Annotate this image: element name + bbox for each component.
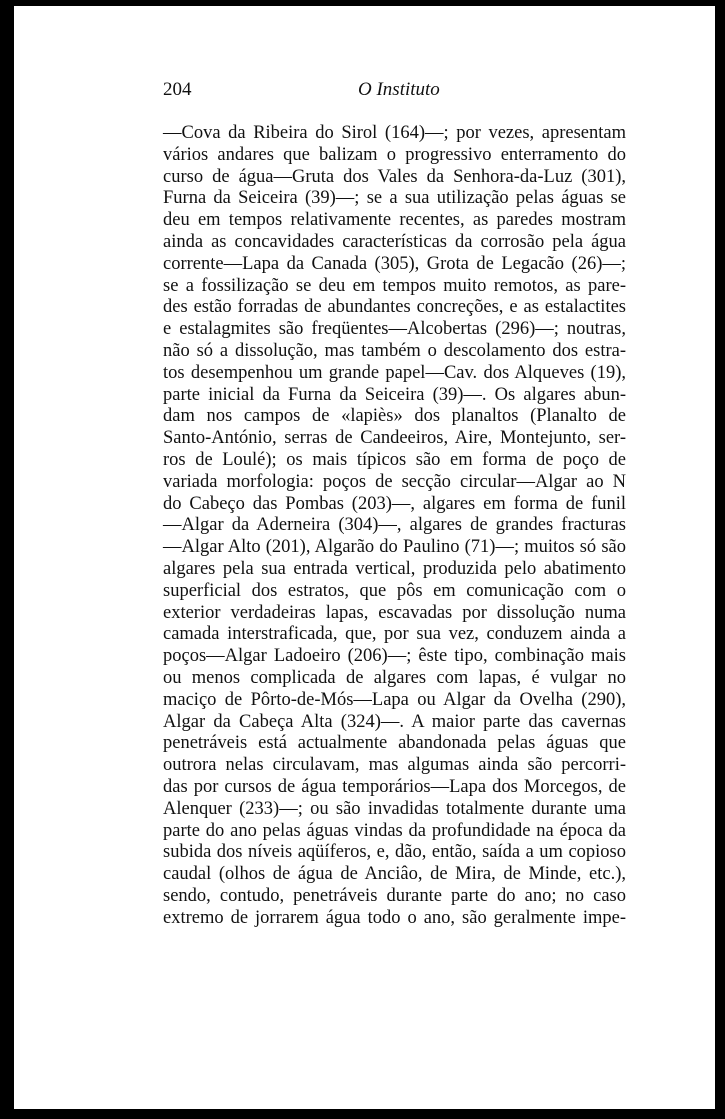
text-line: penetráveis está actualmente abandonada pelas águas que — [163, 733, 626, 754]
text-line: maciço de Pôrto-de-Mós—Lapa ou Algar da Ovelha (290), — [163, 689, 626, 710]
text-line: variada morfologia: poços de secção circular—Algar ao N — [163, 471, 626, 492]
page-header — [163, 79, 626, 103]
text-line: sendo, contudo, penetráveis durante parte do ano; no caso — [163, 885, 626, 906]
text-line: outrora nelas circulavam, mas algumas ainda são percorri- — [163, 755, 626, 776]
text-line: exterior verdadeiras lapas, escavadas por dissolução numa — [163, 602, 626, 623]
text-line: Furna da Seiceira (39)—; se a sua utilização pelas águas se — [163, 188, 626, 209]
text-line: se a fossilização se deu em tempos muito remotos, as pare- — [163, 275, 626, 296]
text-line: Santo-António, serras de Candeeiros, Aire, Montejunto, ser- — [163, 428, 626, 449]
page-number: 204 — [163, 79, 192, 100]
text-line: algares pela sua entrada vertical, produzida pelo abatimento — [163, 558, 626, 579]
body-text — [163, 123, 626, 929]
text-line: —Algar Alto (201), Algarão do Paulino (71)—; muitos só são — [163, 537, 626, 558]
text-line: ainda as concavidades características da corrosão pela água — [163, 231, 626, 252]
text-line: camada interstraficada, que, por sua vez, conduzem ainda a — [163, 624, 626, 645]
text-line: Algar da Cabeça Alta (324)—. A maior parte das cavernas — [163, 711, 626, 732]
text-line: parte do ano pelas águas vindas da profundidade na época da — [163, 820, 626, 841]
running-title: O Instituto — [358, 79, 440, 100]
text-line: ros de Loulé); os mais típicos são em forma de poço de — [163, 449, 626, 470]
text-line: superficial dos estratos, que pôs em comunicação com o — [163, 580, 626, 601]
text-line: Alenquer (233)—; ou são invadidas totalmente durante uma — [163, 798, 626, 819]
text-line: vários andares que balizam o progressivo enterramento do — [163, 144, 626, 165]
text-line: caudal (olhos de água de Anciâo, de Mira, de Minde, etc.), — [163, 864, 626, 885]
text-line: subida dos níveis aqüíferos, e, dão, então, saída a um copioso — [163, 842, 626, 863]
text-line: do Cabeço das Pombas (203)—, algares em forma de funil — [163, 493, 626, 514]
text-line: ou menos complicada de algares com lapas, é vulgar no — [163, 667, 626, 688]
text-line: tos desempenhou um grande papel—Cav. dos Alqueves (19), — [163, 362, 626, 383]
text-line: não só a dissolução, mas também o descolamento dos estra- — [163, 340, 626, 361]
text-line: e estalagmites são freqüentes—Alcobertas (296)—; noutras, — [163, 319, 626, 340]
text-line: corrente—Lapa da Canada (305), Grota de Legacão (26)—; — [163, 253, 626, 274]
text-line: parte inicial da Furna da Seiceira (39)—. Os algares abun- — [163, 384, 626, 405]
text-line: —Algar da Aderneira (304)—, algares de grandes fracturas — [163, 515, 626, 536]
text-line: das por cursos de água temporários—Lapa dos Morcegos, de — [163, 776, 626, 797]
text-line: deu em tempos relativamente recentes, as paredes mostram — [163, 210, 626, 231]
text-line: poços—Algar Ladoeiro (206)—; êste tipo, combinação mais — [163, 646, 626, 667]
text-line: extremo de jorrarem água todo o ano, são geralmente impe- — [163, 907, 626, 928]
text-line: dam nos campos de «lapiès» dos planaltos (Planalto de — [163, 406, 626, 427]
text-line: des estão forradas de abundantes concreções, e as estalactites — [163, 297, 626, 318]
text-line: curso de água—Gruta dos Vales da Senhora-da-Luz (301), — [163, 166, 626, 187]
text-line: —Cova da Ribeira do Sirol (164)—; por vezes, apresentam — [163, 123, 626, 143]
